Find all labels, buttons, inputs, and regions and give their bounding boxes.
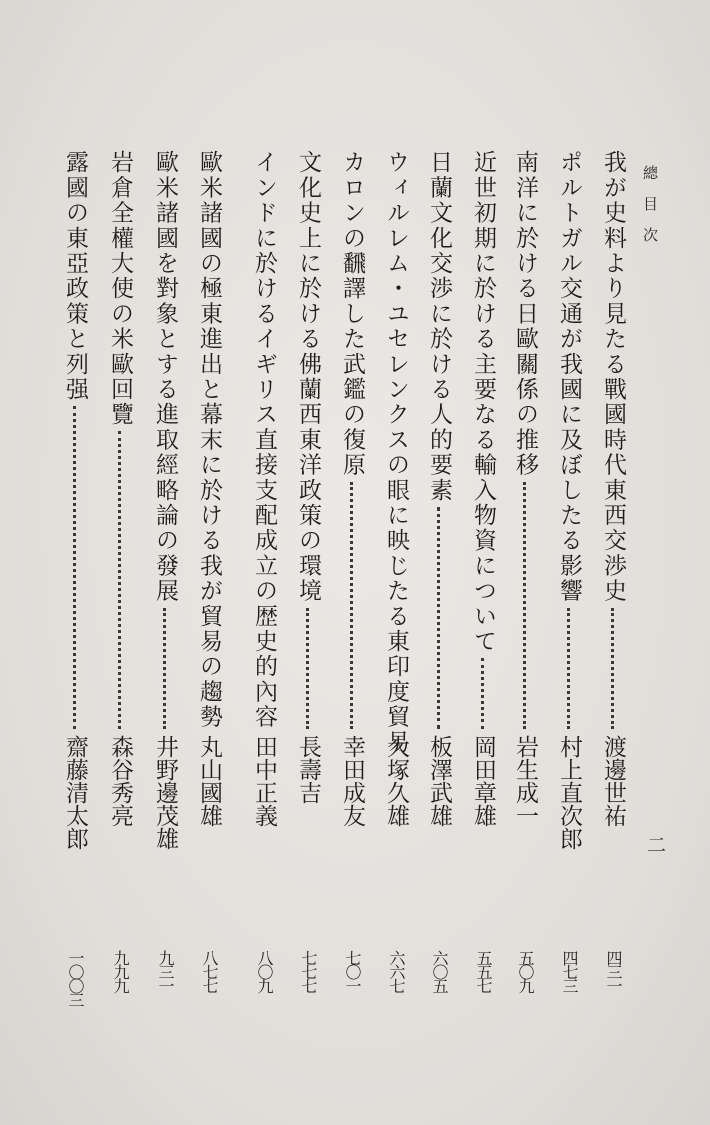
entry-author: 丸山國雄 (196, 735, 222, 827)
page-folio: 二 (644, 835, 666, 854)
entry-title: 歐米諸國の極東進出と幕末に於ける我が貿易の趨勢 (196, 150, 222, 730)
entry-page-number: 五〇九 (516, 950, 535, 992)
dot-leader (306, 608, 309, 729)
toc-entry (508, 150, 542, 1090)
entry-author: 渡邊世祐 (600, 735, 626, 827)
entry-author: 岩生成一 (512, 735, 538, 827)
entry-title: 文化史上に於ける佛蘭西東洋政策の環境 (295, 150, 321, 604)
entry-page-number: 七〇一 (343, 950, 362, 992)
entry-title: 歐米諸國を對象とする進取經略論の發展 (152, 150, 178, 604)
entry-title: ポルトガル交通が我國に及ぼしたる影響 (556, 150, 582, 604)
entry-title: 近世初期に於ける主要なる輸入物資について (470, 150, 496, 654)
entry-author: 村上直次郎 (556, 735, 582, 850)
entry-author: 森谷秀亮 (107, 735, 133, 827)
toc-entry (148, 150, 182, 1090)
entry-title: 露國の東亞政策と列强 (62, 150, 88, 402)
entry-title: ウィルレム・ユセレンクスの眼に映じたる東印度貿易 (383, 150, 409, 755)
entry-author: 長壽吉 (295, 735, 321, 804)
entry-author: 大塚久雄 (383, 735, 409, 827)
dot-leader (73, 406, 76, 729)
toc-entry (291, 150, 325, 1090)
entry-page-number: 四七三 (560, 950, 579, 992)
dot-leader (118, 431, 121, 729)
toc-entry (552, 150, 586, 1090)
dot-leader (437, 507, 440, 729)
entry-page-number: 九九九 (111, 950, 130, 992)
toc-entry (335, 150, 369, 1090)
entry-page-number: 六六七 (387, 950, 406, 992)
toc-entry (192, 150, 226, 1090)
entry-title: 我が史料より見たる戰國時代東西交渉史 (600, 150, 626, 604)
toc-entry (58, 150, 92, 1090)
entry-page-number: 六〇五 (430, 950, 449, 992)
dot-leader (523, 482, 526, 729)
entry-title: カロンの飜譯した武鑑の復原 (339, 150, 365, 478)
toc-entry (596, 150, 630, 1090)
entry-page-number: 九三一 (156, 950, 175, 992)
running-title: 總目次 (641, 165, 659, 258)
entry-page-number: 八七七 (200, 950, 219, 992)
entry-page-number: 七七七 (299, 950, 318, 992)
dot-leader (163, 608, 166, 729)
entry-title: 岩倉全權大使の米歐回覽 (107, 150, 133, 428)
toc-entry (247, 150, 281, 1090)
dot-leader (350, 482, 353, 729)
entry-page-number: 八〇九 (255, 950, 274, 992)
dot-leader (611, 608, 614, 729)
entry-title: インドに於けるイギリス直接支配成立の歴史的內容 (251, 150, 277, 730)
dot-leader (567, 608, 570, 729)
entry-page-number: 四三一 (604, 950, 623, 992)
toc-entry (466, 150, 500, 1090)
entry-title: 南洋に於ける日歐關係の推移 (512, 150, 538, 478)
entry-author: 井野邊茂雄 (152, 735, 178, 850)
entry-author: 岡田章雄 (470, 735, 496, 827)
entry-author: 田中正義 (251, 735, 277, 827)
entry-author: 幸田成友 (339, 735, 365, 827)
toc-entry (103, 150, 137, 1090)
entry-title: 日蘭文化交渉に於ける人的要素 (426, 150, 452, 503)
entry-page-number: 一〇〇三 (66, 950, 85, 1006)
entry-page-number: 五五七 (474, 950, 493, 992)
entry-author: 齋藤清太郎 (62, 735, 88, 850)
toc-entry (379, 150, 413, 1090)
dot-leader (481, 658, 484, 729)
entry-author: 板澤武雄 (426, 735, 452, 827)
toc-entry (422, 150, 456, 1090)
